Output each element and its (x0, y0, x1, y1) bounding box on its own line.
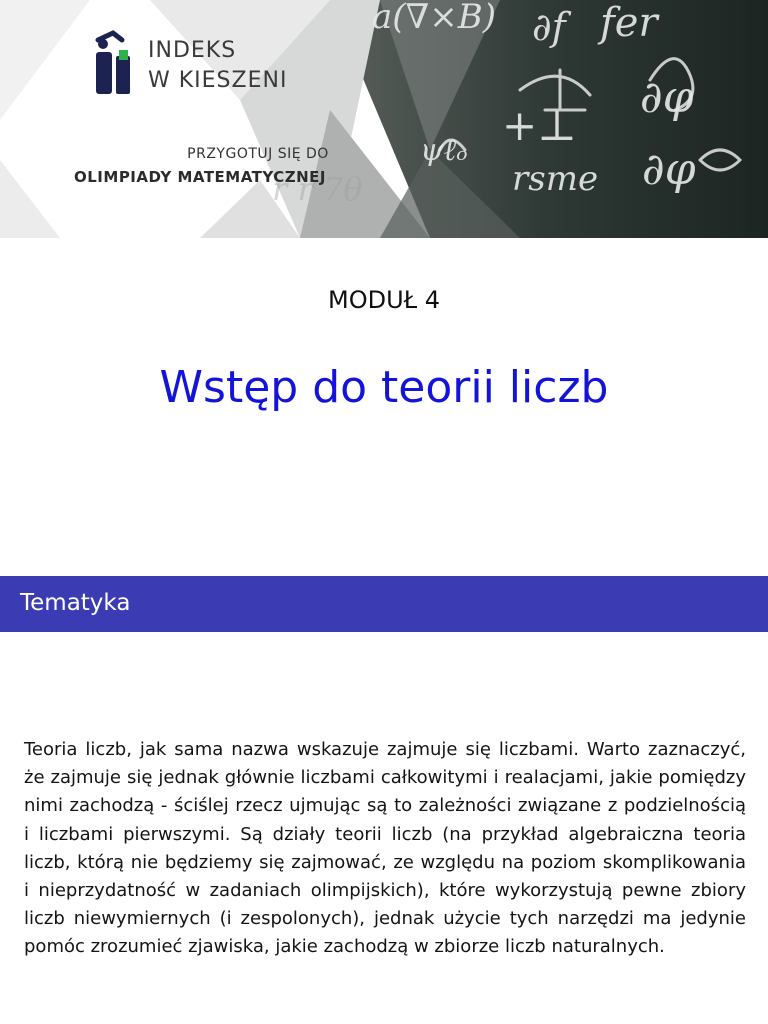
chalk-formula: ψℓₒ (420, 133, 468, 168)
logo (74, 30, 388, 186)
chalk-formula: rsme (512, 159, 599, 199)
page-title: Wstęp do teorii liczb (159, 362, 609, 413)
section-header (0, 576, 768, 632)
tagline-line-1: PRZYGOTUJ SIĘ DO (187, 146, 329, 162)
module-label: MODUŁ 4 (327, 286, 441, 314)
chalk-formula: +⊥ (502, 101, 577, 150)
logo-icon (88, 30, 148, 100)
section-title: Tematyka (20, 590, 131, 616)
tagline-line-2: OLIMPIADY MATEMATYCZNEJ (74, 168, 326, 186)
chalk-formula: ∂f (532, 5, 566, 49)
body-paragraph: Teoria liczb, jak sama nazwa wskazuje zajmuje się liczbami. Warto zaznaczyć, że zajmuje się jednak głównie liczbami całkowitymi i realacjami, jakie pomiędzy nimi zachodzą - ściślej rzecz ujmując są to zależności związane z podzielnością i liczbami pierwszymi. Są działy teorii liczb (na przykład algebraiczna teoria liczb, którą nie będziemy się zajmować, ze względu na poziom skomplikowania i nieprzydatność w zadaniach olimpijskich), które wykorzystują pewne zbiory liczb niewymiernych (i zespolonych), jednak użycie tych narzędzi ma jedynie pomóc zrozumieć zjawiska, jakie zachodzą w zbiorze liczb naturalnych. (24, 739, 746, 958)
logo-line-2: W KIESZENI (148, 68, 288, 93)
header-banner (0, 0, 768, 238)
chalk-formula: a(∇×B) (372, 0, 497, 37)
chalk-formula: ∂φ (640, 72, 694, 123)
chalk-formula: ∂φ (642, 144, 696, 195)
chalk-formula: r r 7θ (272, 170, 363, 208)
chalk-formula: fer (600, 0, 658, 46)
logo-line-1: INDEKS (148, 38, 237, 63)
logo-wordmark (148, 36, 287, 96)
